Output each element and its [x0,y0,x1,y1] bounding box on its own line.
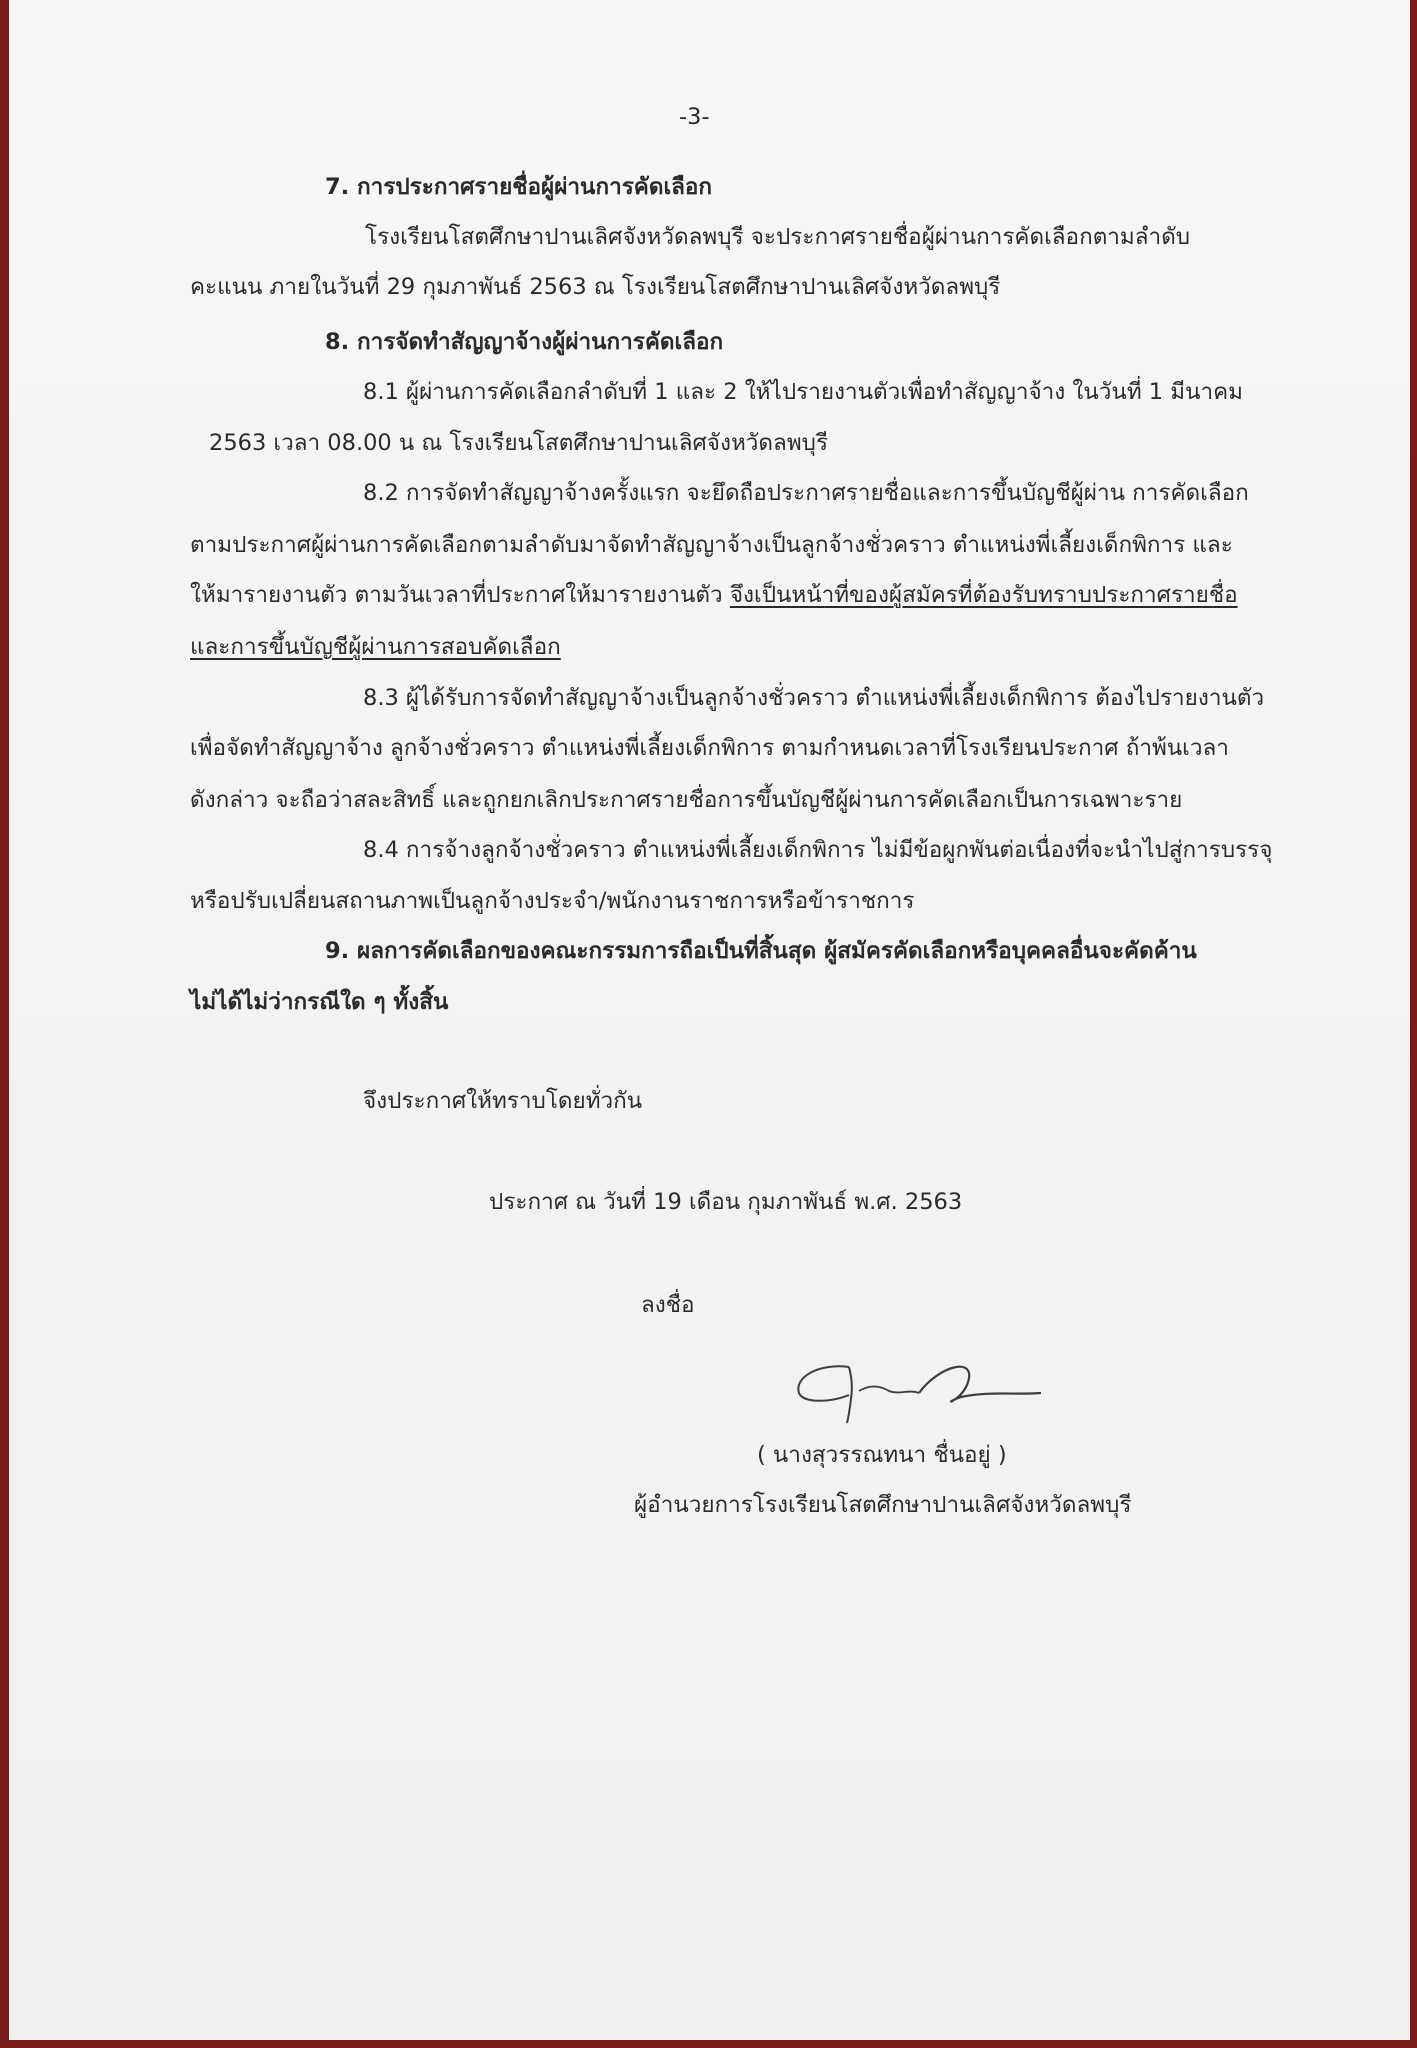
signer-name: ( นางสุวรรณทนา ชื่นอยู่ ) [757,1442,1007,1468]
section-8-2-line-1: 8.2 การจัดทำสัญญาจ้างครั้งแรก จะยึดถือประกาศรายชื่อและการขึ้นบัญชีผู้ผ่าน การคัดเลือก [363,480,1249,506]
section-8-heading: 8. การจัดทำสัญญาจ้างผู้ผ่านการคัดเลือก [325,329,724,355]
section-8-3-line-2: เพื่อจัดทำสัญญาจ้าง ลูกจ้างชั่วคราว ตำแหน่งพี่เลี้ยงเด็กพิการ ตามกำหนดเวลาที่โรงเรียนประกาศ ถ้าพ้นเวลา [190,735,1229,761]
signature-graphic [789,1345,1049,1427]
section-8-2-line-3-plain: ให้มารายงานตัว ตามวันเวลาที่ประกาศให้มารายงานตัว [190,582,730,608]
section-8-2-line-2: ตามประกาศผู้ผ่านการคัดเลือกตามลำดับมาจัดทำสัญญาจ้างเป็นลูกจ้างชั่วคราว ตำแหน่งพี่เลี้ยงเด็กพิการ และ [190,532,1233,558]
closing-announcement: จึงประกาศให้ทราบโดยทั่วกัน [363,1088,643,1114]
section-7-heading: 7. การประกาศรายชื่อผู้ผ่านการคัดเลือก [325,174,713,200]
section-7-line-1: โรงเรียนโสตศึกษาปานเลิศจังหวัดลพบุรี จะประกาศรายชื่อผู้ผ่านการคัดเลือกตามลำดับ [365,224,1191,250]
sign-label: ลงชื่อ [641,1292,695,1318]
signer-title: ผู้อำนวยการโรงเรียนโสตศึกษาปานเลิศจังหวัดลพบุรี [634,1492,1132,1518]
section-8-2-line-3-underlined: จึงเป็นหน้าที่ของผู้สมัครที่ต้องรับทราบประกาศรายชื่อ [729,582,1238,608]
document-page [9,0,1410,2040]
section-8-3-line-1: 8.3 ผู้ได้รับการจัดทำสัญญาจ้างเป็นลูกจ้างชั่วคราว ตำแหน่งพี่เลี้ยงเด็กพิการ ต้องไปรายงานตัว [363,685,1265,711]
section-8-4-line-1: 8.4 การจ้างลูกจ้างชั่วคราว ตำแหน่งพี่เลี้ยงเด็กพิการ ไม่มีข้อผูกพันต่อเนื่องที่จะนำไปสู่การบรรจุ [363,837,1273,863]
announcement-date: ประกาศ ณ วันที่ 19 เดือน กุมภาพันธ์ พ.ศ. 2563 [489,1189,963,1215]
section-8-1-line-1: 8.1 ผู้ผ่านการคัดเลือกลำดับที่ 1 และ 2 ให้ไปรายงานตัวเพื่อทำสัญญาจ้าง ในวันที่ 1 มีนาคม [363,379,1243,405]
section-8-3-line-3: ดังกล่าว จะถือว่าสละสิทธิ์ และถูกยกเลิกประกาศรายชื่อการขึ้นบัญชีผู้ผ่านการคัดเลือกเป็นการเฉพาะราย [190,787,1183,813]
section-8-2-line-4: และการขึ้นบัญชีผู้ผ่านการสอบคัดเลือก [190,634,561,660]
section-9-line-1: 9. ผลการคัดเลือกของคณะกรรมการถือเป็นที่สิ้นสุด ผู้สมัครคัดเลือกหรือบุคคลอื่นจะคัดค้าน [325,938,1197,964]
section-8-2-line-3 [190,580,1238,610]
page-number: -3- [679,104,710,130]
section-8-4-line-2: หรือปรับเปลี่ยนสถานภาพเป็นลูกจ้างประจำ/พนักงานราชการหรือข้าราชการ [190,888,915,914]
section-7-line-2: คะแนน ภายในวันที่ 29 กุมภาพันธ์ 2563 ณ โรงเรียนโสตศึกษาปานเลิศจังหวัดลพบุรี [190,274,1001,300]
section-8-1-line-2: 2563 เวลา 08.00 น ณ โรงเรียนโสตศึกษาปานเลิศจังหวัดลพบุรี [209,430,829,456]
section-9-line-2: ไม่ได้ไม่ว่ากรณีใด ๆ ทั้งสิ้น [190,989,449,1015]
